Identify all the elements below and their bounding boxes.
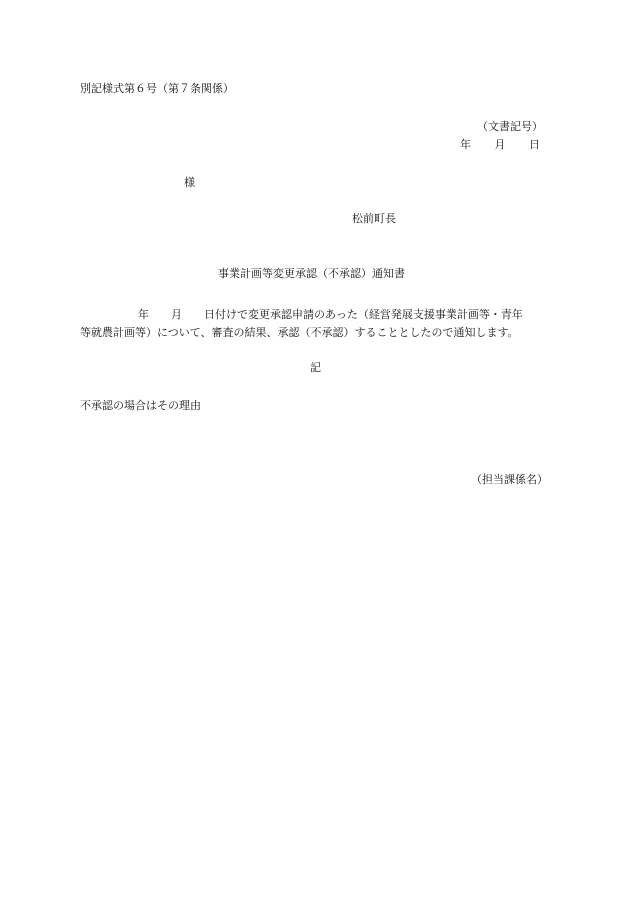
- sender: 松前町長: [352, 212, 396, 225]
- body-line-1-text: 日付けで変更承認申請のあった（経営発展支援事業計画等・青年: [204, 308, 523, 321]
- body-year: 年: [138, 308, 149, 321]
- form-number: 別記様式第６号（第７条関係）: [80, 82, 234, 95]
- document-title: 事業計画等変更承認（不承認）通知書: [218, 267, 405, 280]
- body-line-1: [80, 306, 550, 324]
- addressee: 様: [184, 176, 195, 189]
- date-day: 日: [529, 138, 540, 151]
- contact-department: （担当課係名）: [471, 473, 548, 486]
- document-number: （文書記号）: [477, 120, 543, 133]
- ki-heading: 記: [310, 361, 321, 374]
- body-month: 月: [171, 308, 182, 321]
- date-line: [460, 139, 540, 150]
- date-month: 月: [494, 138, 506, 151]
- reason-label: 不承認の場合はその理由: [80, 399, 201, 412]
- date-year: 年: [460, 138, 471, 151]
- body-paragraph: [80, 306, 550, 342]
- body-line-2: 等就農計画等）について、審査の結果、承認（不承認）することとしたので通知します。: [80, 326, 519, 339]
